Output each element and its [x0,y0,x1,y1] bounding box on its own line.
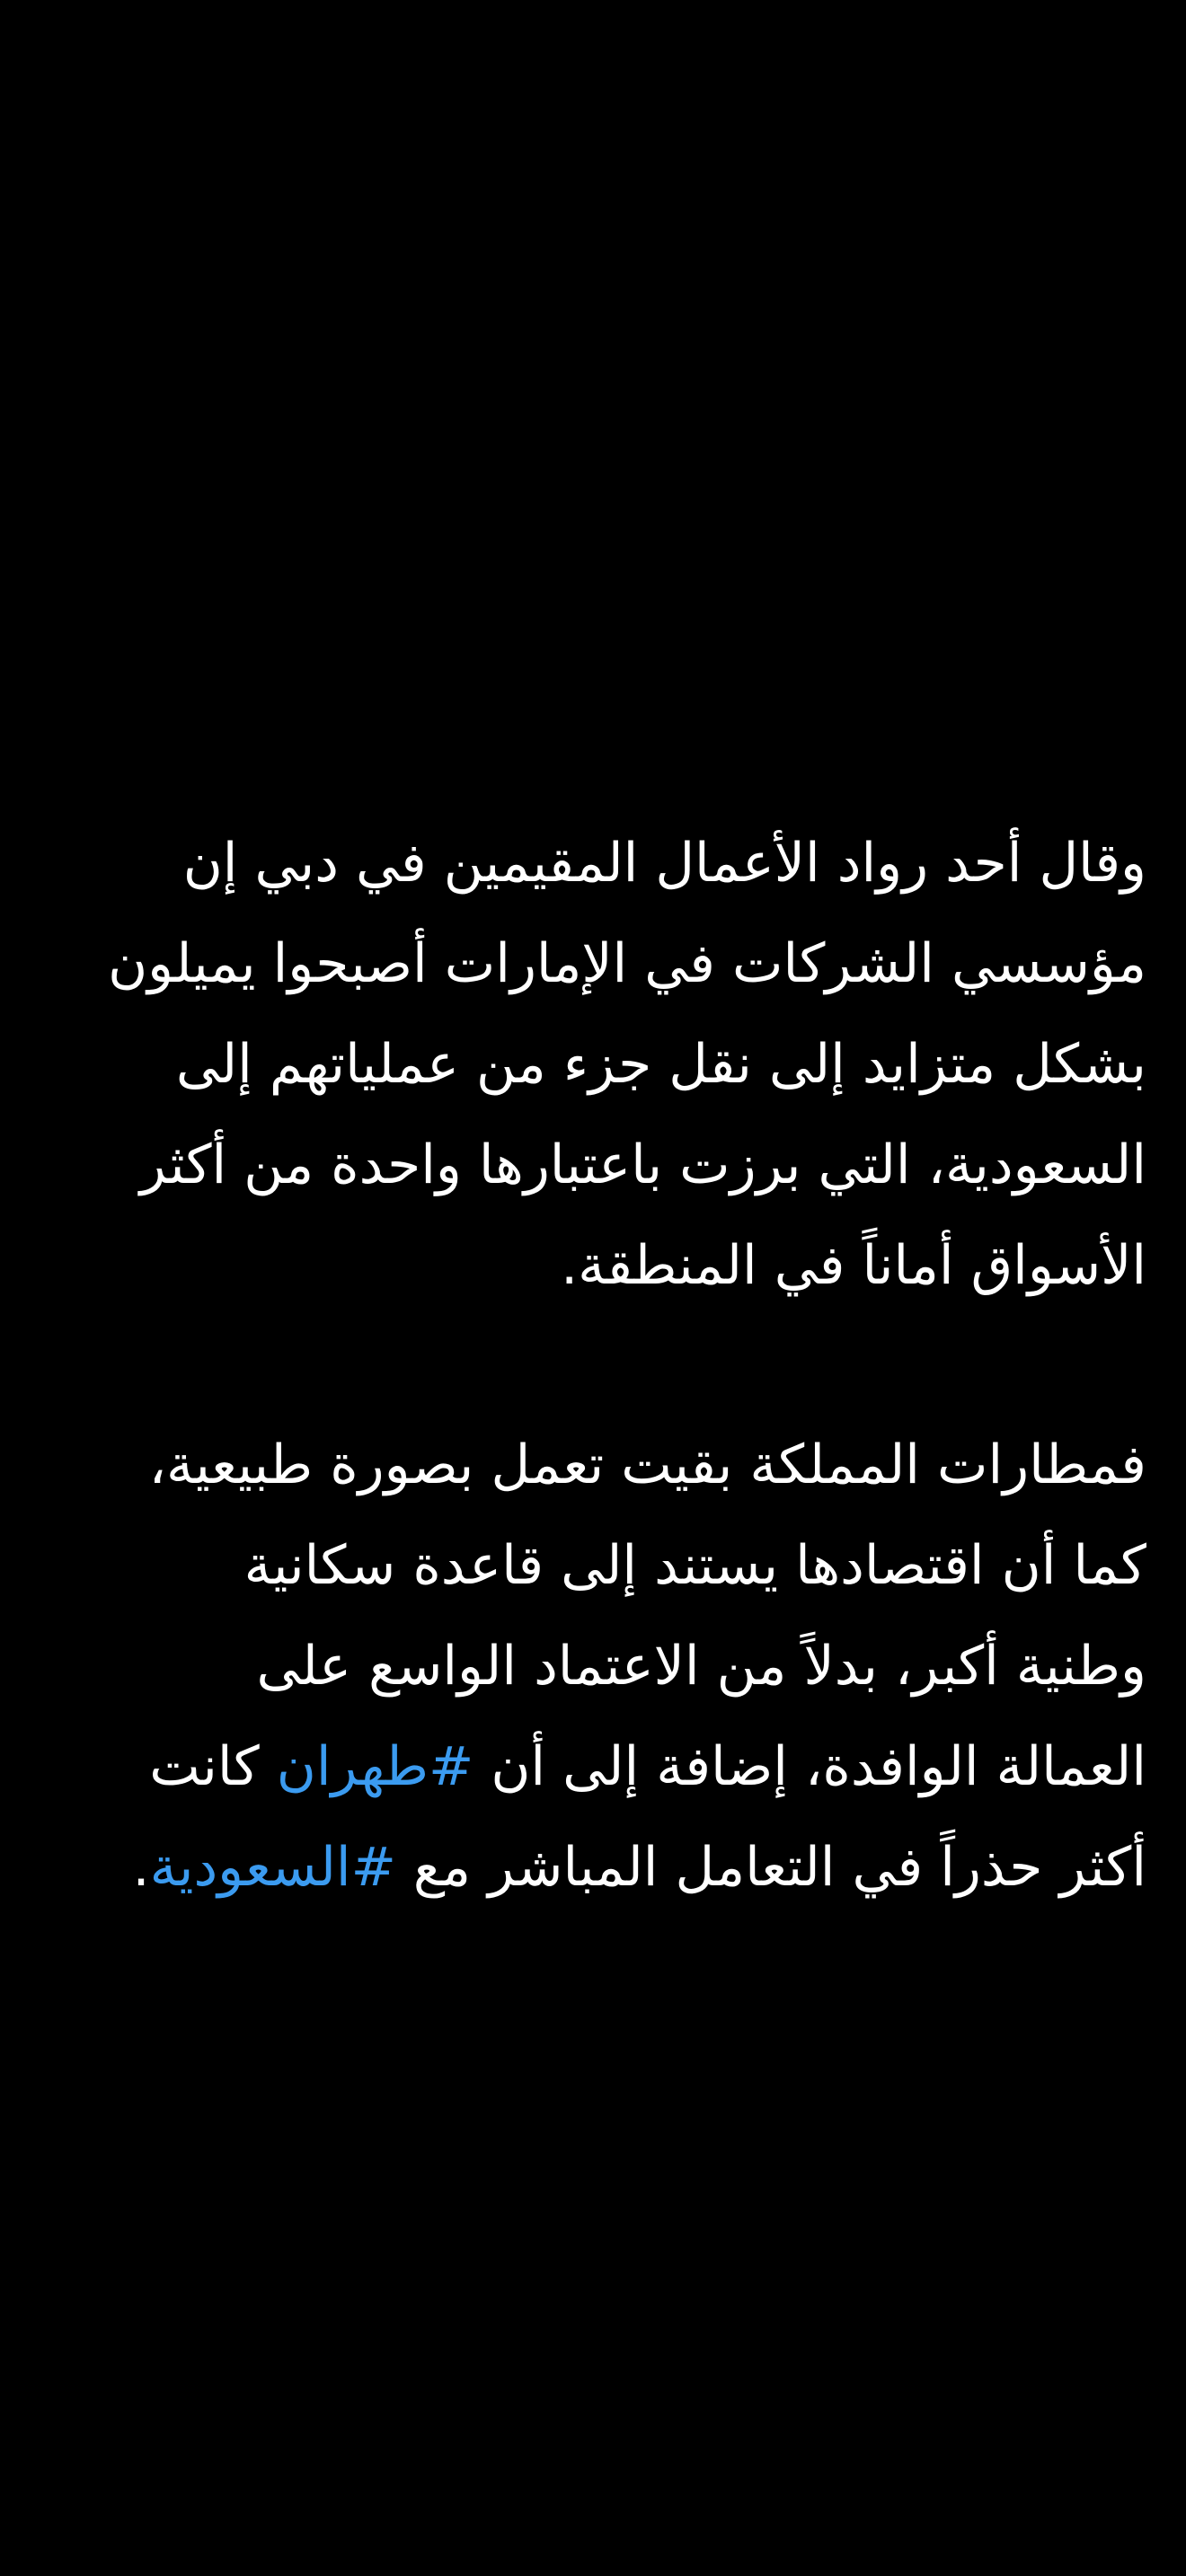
hashtag-tehran-link[interactable]: #طهران [276,1735,474,1798]
text-line: كما أن اقتصادها يستند إلى قاعدة سكانية [243,1534,1146,1597]
text-segment: كانت [149,1735,277,1798]
text-line-with-hashtag [36,1817,1146,1918]
text-line: السعودية، التي برزت باعتبارها واحدة من أكثر [139,1134,1146,1196]
text-line-with-hashtag [36,1716,1146,1817]
text-line: وطنية أكبر، بدلاً من الاعتماد الواسع على [256,1635,1146,1698]
text-line: وقال أحد رواد الأعمال المقيمين في دبي إن [182,832,1146,895]
text-line: مؤسسي الشركات في الإمارات أصبحوا يميلون [108,932,1146,995]
paragraph-1 [36,813,1146,1316]
text-segment: أكثر حذراً في التعامل المباشر مع [395,1836,1146,1899]
paragraph-spacer [36,1316,1146,1415]
hashtag-saudi-link[interactable]: #السعودية [149,1836,396,1899]
text-line: فمطارات المملكة بقيت تعمل بصورة طبيعية، [148,1434,1146,1496]
text-segment: العمالة الوافدة، إضافة إلى أن [474,1735,1146,1798]
text-segment: . [132,1836,150,1899]
text-line: الأسواق أماناً في المنطقة. [561,1234,1146,1297]
paragraph-2 [36,1415,1146,1918]
post-body [36,813,1146,1918]
text-line: بشكل متزايد إلى نقل جزء من عملياتهم إلى [175,1033,1146,1096]
